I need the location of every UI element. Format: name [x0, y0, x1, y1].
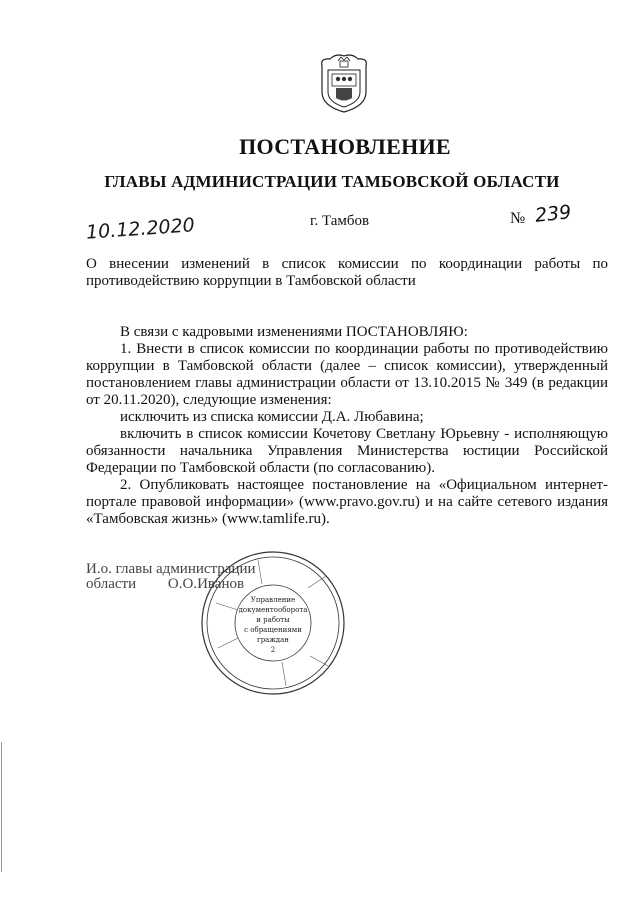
paragraph-exclude: исключить из списка комиссии Д.А. Любавина; — [120, 409, 424, 425]
document-subtitle: ГЛАВЫ АДМИНИСТРАЦИИ ТАМБОВСКОЙ ОБЛАСТИ — [104, 172, 560, 191]
document-title: ПОСТАНОВЛЕНИЕ — [239, 134, 451, 159]
page-edge-mark — [1, 742, 2, 872]
coat-of-arms-icon — [316, 52, 372, 114]
signature-name: О.О.Иванов — [167, 576, 245, 592]
document-city: г. Тамбов — [310, 213, 370, 229]
stamp-line-5: граждан — [257, 636, 289, 644]
stamp-number: 2 — [270, 646, 276, 654]
document-date: 10.12.2020 — [85, 214, 196, 244]
stamp-line-4: с обращениями — [244, 626, 302, 634]
paragraph-include: включить в список комиссии Кочетову Светлану Юрьевну - исполняющую обязанности начальника Управления Министерства юстиции Российской Федерации по Тамбовской области (по согласованию). — [86, 426, 608, 476]
number-sign: № — [510, 210, 526, 227]
stamp-line-3: и работы — [256, 616, 290, 624]
stamp-line-1: Управление — [250, 596, 296, 604]
document-subject: О внесении изменений в список комиссии по координации работы по противодействию коррупции в Тамбовской области — [86, 256, 608, 289]
signature-position-2: области — [86, 576, 137, 592]
paragraph-item-1: 1. Внести в список комиссии по координации работы по противодействию коррупции в Тамбовской области (далее – список комиссии), утвержденный постановлением главы администрации области от 13.10.2015 № 349 (в редакции от 20.11.2020), следующие изменения: — [86, 341, 608, 408]
signature-position: И.о. главы администрации — [86, 561, 256, 577]
paragraph-preamble: В связи с кадровыми изменениями ПОСТАНОВЛЯЮ: — [120, 324, 468, 340]
document-body — [86, 324, 608, 528]
stamp-line-2: документооборота — [238, 606, 308, 614]
official-stamp — [198, 548, 348, 698]
paragraph-item-2: 2. Опубликовать настоящее постановление на «Официальном интернет-портале правовой информации» (www.pravo.gov.ru) и на сайте сетевого издания «Тамбовская жизнь» (www.tamlife.ru). — [86, 477, 608, 527]
document-number: 239 — [533, 201, 573, 227]
